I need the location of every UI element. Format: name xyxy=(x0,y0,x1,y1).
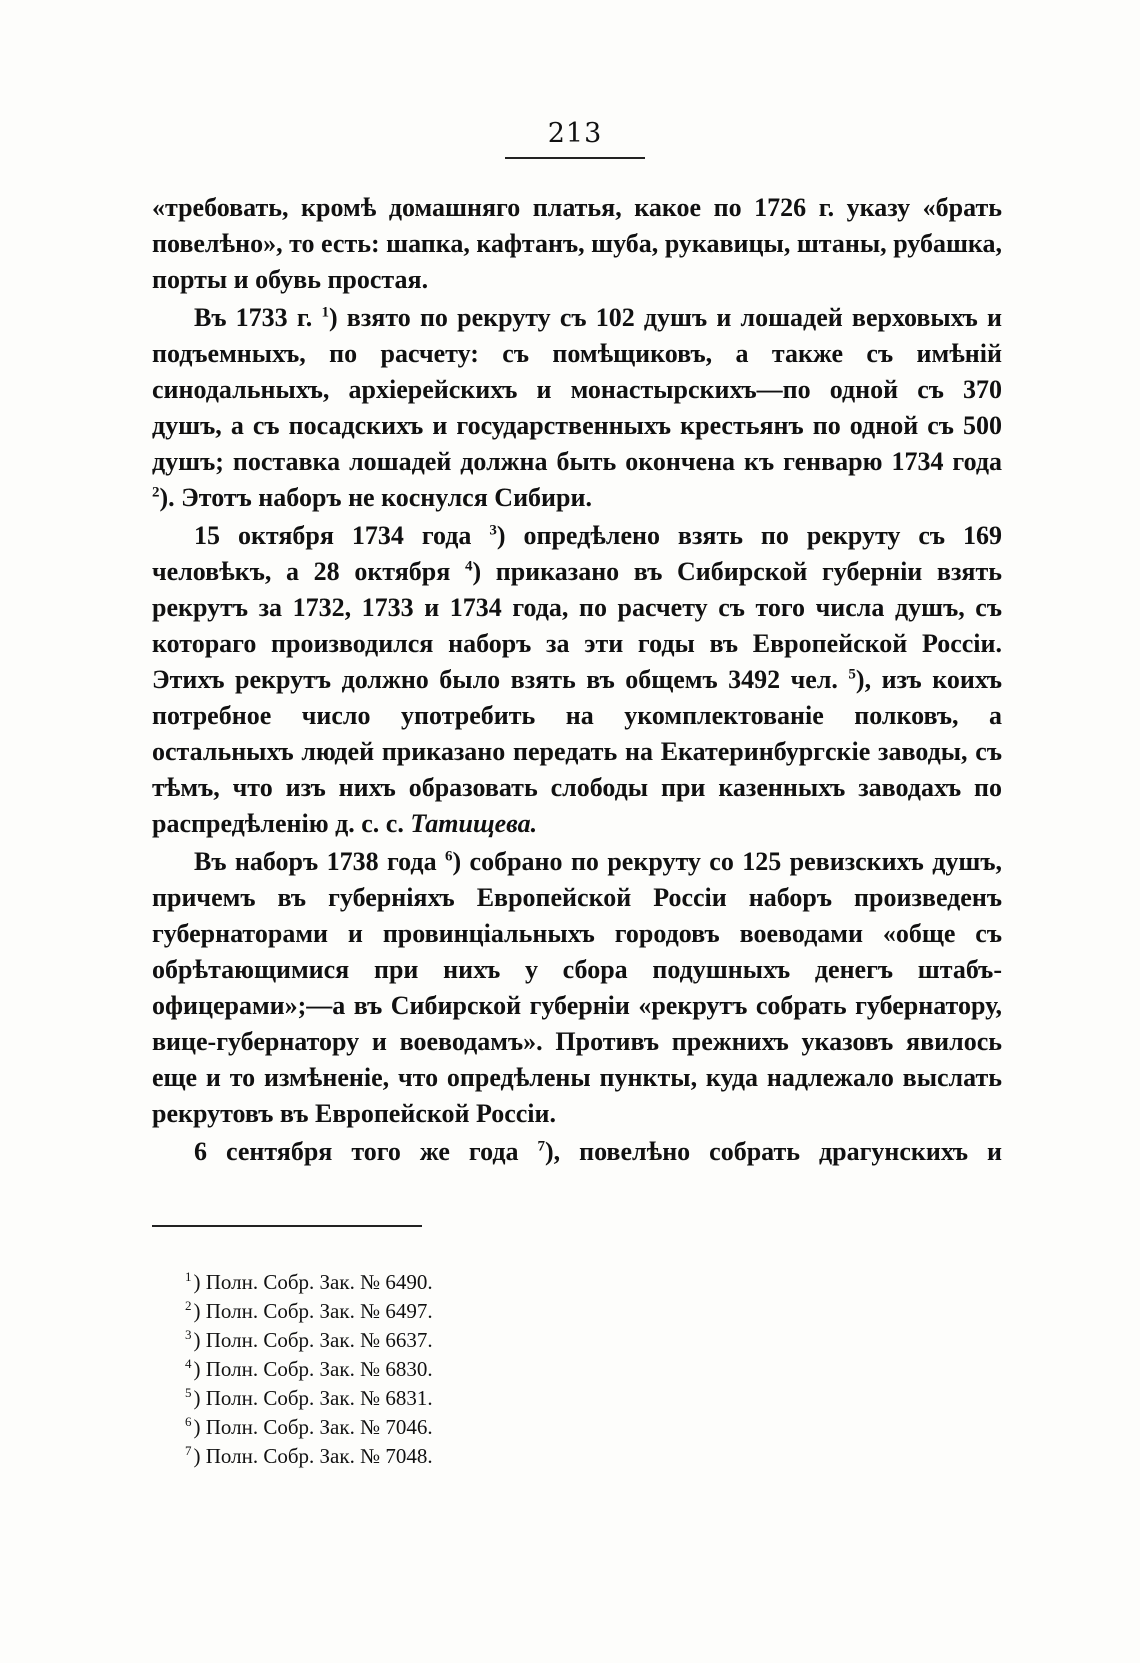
page-number-rule xyxy=(505,157,645,159)
text-run: «требовать, кромѣ домашняго платья, какое по 1726 г. указу «брать повелѣно», то есть: шапка, кафтанъ, шуба, рукавицы, штаны, рубашка, порты и обувь простая. xyxy=(152,193,1002,294)
footnote-mark: 3 xyxy=(185,1327,192,1342)
footnote-reference: 2 xyxy=(152,484,160,501)
text-run: ) опредѣлено взять по рекруту съ 169 человѣкъ, а 28 октября xyxy=(152,521,1002,586)
body-text xyxy=(152,190,1002,1172)
text-run: ), изъ коихъ потребное число употребить на укомплектованiе полковъ, а остальныхъ людей приказано передать на Екатеринбургскiе заводы, съ тѣмъ, что изъ нихъ образовать слободы при казенныхъ заводахъ по распредѣленiю д. с. с. xyxy=(152,665,1002,838)
paragraph-4 xyxy=(152,844,1002,1132)
footnote-reference: 7 xyxy=(537,1138,545,1155)
footnote-4 xyxy=(185,1355,785,1384)
text-run: ) взято по рекруту съ 102 душъ и лошадей верховыхъ и подъемныхъ, по расчету: съ помѣщиковъ, а также съ имѣній синодальныхъ, архiерейскихъ и монастырскихъ—по одной съ 370 душъ, а съ посадскихъ и государственныхъ крестьянъ по одной съ 500 душъ; поставка лошадей должна быть окончена къ генварю 1734 года xyxy=(152,303,1002,476)
footnote-mark: 6 xyxy=(185,1414,192,1429)
footnote-text: ) Полн. Собр. Зак. № 6830. xyxy=(193,1357,433,1381)
footnote-3 xyxy=(185,1326,785,1355)
footnote-2 xyxy=(185,1297,785,1326)
footnote-separator xyxy=(152,1225,422,1227)
footnote-reference: 6 xyxy=(444,848,453,865)
text-run: Въ 1733 г. xyxy=(194,303,322,332)
footnote-reference: 1 xyxy=(321,304,329,321)
footnote-text: ) Полн. Собр. Зак. № 7048. xyxy=(193,1444,433,1468)
footnote-1 xyxy=(185,1268,785,1297)
footnote-5 xyxy=(185,1384,785,1413)
footnote-text: ) Полн. Собр. Зак. № 7046. xyxy=(193,1415,433,1439)
footnote-text: ) Полн. Собр. Зак. № 6490. xyxy=(193,1270,433,1294)
paragraph-2 xyxy=(152,300,1002,516)
footnote-mark: 7 xyxy=(185,1443,192,1458)
paragraph-3 xyxy=(152,518,1002,842)
footnote-reference: 3 xyxy=(489,522,497,539)
footnote-mark: 1 xyxy=(185,1269,192,1284)
text-run: ) приказано въ Сибирской губернiи взять рекрутъ за 1732, 1733 и 1734 года, по расчету съ того числа душъ, съ котораго производился наборъ за эти годы въ Европейской Россiи. Этихъ рекрутъ должно было взять въ общемъ 3492 чел. xyxy=(152,557,1002,694)
paragraph-5 xyxy=(152,1134,1002,1170)
footnote-mark: 2 xyxy=(185,1298,192,1313)
footnote-mark: 5 xyxy=(185,1385,192,1400)
footnote-mark: 4 xyxy=(185,1356,192,1371)
footnote-text: ) Полн. Собр. Зак. № 6497. xyxy=(193,1299,433,1323)
text-run: Въ наборъ 1738 года xyxy=(194,847,445,876)
text-run: 6 сентября того же года xyxy=(194,1137,538,1166)
footnote-6 xyxy=(185,1413,785,1442)
footnote-text: ) Полн. Собр. Зак. № 6637. xyxy=(193,1328,433,1352)
text-run: ), повелѣно собрать драгунскихъ и xyxy=(544,1137,1002,1166)
footnote-text: ) Полн. Собр. Зак. № 6831. xyxy=(193,1386,433,1410)
text-run: ). Этотъ наборъ не коснулся Сибири. xyxy=(159,483,592,512)
text-run: 15 октября 1734 года xyxy=(194,521,490,550)
footnote-reference: 5 xyxy=(848,666,856,683)
footnote-reference: 4 xyxy=(464,558,473,575)
footnote-7 xyxy=(185,1442,785,1471)
text-run: ) собрано по рекруту со 125 ревизскихъ душъ, причемъ въ губернiяхъ Европейской Россiи наборъ произведенъ губернаторами и провинцiальныхъ городовъ воеводами «обще съ обрѣтающимися при нихъ у сбора подушныхъ денегъ штабъ-офицерами»;—а въ Сибирской губернiи «рекрутъ собрать губернатору, вице-губернатору и воеводамъ». Противъ прежнихъ указовъ явилось еще и то измѣненiе, что опредѣлены пункты, куда надлежало выслать рекрутовъ въ Европейской Россiи. xyxy=(152,847,1002,1128)
italic-name: Татищева. xyxy=(410,809,538,838)
footnotes xyxy=(185,1268,785,1471)
paragraph-1 xyxy=(152,190,1002,298)
page-number: 213 xyxy=(547,118,603,149)
